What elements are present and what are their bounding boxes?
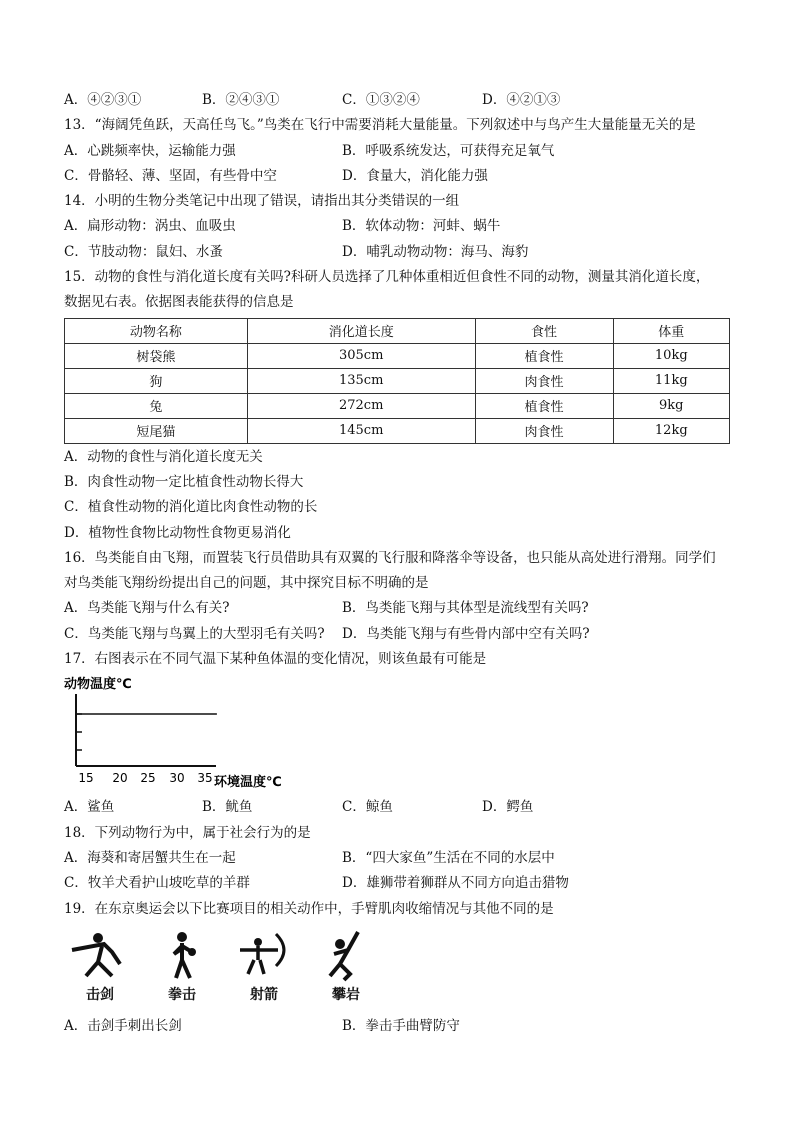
table-header-cell: 食性 [475,318,613,343]
table-header-row [65,318,730,343]
fencing-pictogram-icon [68,930,132,982]
table-header-cell: 动物名称 [65,318,248,343]
table-row [65,418,730,443]
table-cell: 9kg [613,393,729,418]
q13-option-d: D．食量大，消化能力强 [342,167,488,184]
q12-option-c: C．①③②④ [342,92,420,108]
q19-option-a: A．击剑手刺出长剑 [64,1017,182,1034]
table-cell: 145cm [247,418,475,443]
boxing-pictogram-icon [150,930,214,982]
q16-option-b: B．鸟类能飞翔与其体型是流线型有关吗? [342,600,589,617]
q15-stem-line1: 15．动物的食性与消化道长度有关吗?科研人员选择了几种体重相近但食性不同的动物，测量其消化道长度， [64,269,710,286]
chart-x-tick-label: 20 [112,771,128,786]
chart-x-tick-label: 15 [78,771,94,786]
sport-archery [232,930,296,1004]
q18-option-a: A．海葵和寄居蟹共生在一起 [64,849,236,866]
q15-data-table [64,318,730,444]
table-cell: 135cm [247,368,475,393]
sport-label: 拳击 [168,986,196,1003]
table-cell: 植食性 [475,393,613,418]
q18-option-d: D．雄狮带着狮群从不同方向追击猎物 [342,875,569,892]
table-cell: 植食性 [475,343,613,368]
q13-option-b: B．呼吸系统发达，可获得充足氧气 [342,142,555,159]
chart-svg [64,674,294,792]
q17-options [64,795,734,820]
table-cell: 10kg [613,343,729,368]
table-header-cell: 消化道长度 [247,318,475,343]
q15-option-b: B．肉食性动物一定比植食性动物长得大 [64,473,304,490]
sport-climbing [314,930,378,1004]
table-cell: 兔 [65,393,248,418]
table-cell: 305cm [247,343,475,368]
chart-x-tick-label: 25 [140,771,156,786]
table-cell: 短尾猫 [65,418,248,443]
q19-stem: 19．在东京奥运会以下比赛项目的相关动作中，手臂肌肉收缩情况与其他不同的是 [64,900,554,917]
q14-option-c: C．节肢动物：鼠妇、水蚤 [64,243,223,260]
chart-y-label: 动物温度℃ [64,677,132,693]
q17-option-b: B．鱿鱼 [202,799,253,816]
sport-label: 击剑 [86,986,114,1003]
q16-option-c: C．鸟类能飞翔与鸟翼上的大型羽毛有关吗? [64,625,325,642]
q15-option-a: A．动物的食性与消化道长度无关 [64,448,263,465]
q13-stem: 13．“海阔凭鱼跃，天高任鸟飞。”鸟类在飞行中需要消耗大量能量。下列叙述中与鸟产生大量能量无关的是 [64,117,696,134]
table-row [65,343,730,368]
q18-stem: 18．下列动物行为中，属于社会行为的是 [64,824,311,841]
q15-stem-line2: 数据见右表。依据图表能获得的信息是 [64,294,294,311]
table-cell: 272cm [247,393,475,418]
q18-option-b: B．“四大家鱼”生活在不同的水层中 [342,849,555,866]
q17-option-c: C．鲸鱼 [342,799,393,816]
q13-option-a: A．心跳频率快，运输能力强 [64,142,236,159]
q13-options-row1 [64,139,734,164]
q18-option-c: C．牧羊犬看护山坡吃草的羊群 [64,875,250,892]
q12-option-a: A．④②③① [64,92,142,108]
table-cell: 11kg [613,368,729,393]
table-cell: 12kg [613,418,729,443]
q18-options-row2 [64,871,734,896]
q12-option-d: D．④②①③ [482,92,561,108]
chart-x-label: 环境温度℃ [214,775,282,791]
sport-label: 攀岩 [332,986,360,1003]
q19-options-row1 [64,1014,734,1039]
chart-x-tick-label: 30 [169,771,185,786]
q16-option-d: D．鸟类能飞翔与有些骨内部中空有关吗? [342,625,590,642]
sport-boxing [150,930,214,1004]
table-cell: 肉食性 [475,368,613,393]
q13-option-c: C．骨骼轻、薄、坚固，有些骨中空 [64,167,277,184]
q14-options-row1 [64,214,734,239]
q14-option-d: D．哺乳动物动物：海马、海豹 [342,243,529,260]
q13-options-row2 [64,164,734,189]
q18-options-row1 [64,846,734,871]
q15-option-c: C．植食性动物的消化道比肉食性动物的长 [64,499,318,516]
q14-option-a: A．扁形动物：涡虫、血吸虫 [64,218,236,235]
table-cell: 树袋熊 [65,343,248,368]
q12-options [64,88,734,113]
q16-options-row1 [64,596,734,621]
q16-option-a: A．鸟类能飞翔与什么有关? [64,600,230,617]
sport-label: 射箭 [250,986,278,1003]
sport-fencing [68,930,132,1004]
q14-option-b: B．软体动物：河蚌、蜗牛 [342,218,501,235]
table-row [65,368,730,393]
table-cell: 狗 [65,368,248,393]
table-cell: 肉食性 [475,418,613,443]
table-header-cell: 体重 [613,318,729,343]
q19-sports-pictograms [68,930,734,1010]
chart-x-tick-label: 35 [197,771,213,786]
table-row [65,393,730,418]
q19-option-b: B．拳击手曲臂防守 [342,1017,460,1034]
q17-stem: 17．右图表示在不同气温下某种鱼体温的变化情况，则该鱼最有可能是 [64,651,487,668]
q16-options-row2 [64,622,734,647]
q15-option-d: D．植物性食物比动物性食物更易消化 [64,524,291,541]
archery-pictogram-icon [232,930,296,982]
climbing-pictogram-icon [314,930,378,982]
q17-option-a: A．鲨鱼 [64,799,115,816]
q14-stem: 14．小明的生物分类笔记中出现了错误，请指出其分类错误的一组 [64,193,460,210]
q16-stem-line1: 16．鸟类能自由飞翔，而置装飞行员借助具有双翼的飞行服和降落伞等设备，也只能从高处进行滑翔。同学们 [64,549,716,566]
q12-option-b: B．②④③① [202,92,280,108]
q14-options-row2 [64,240,734,265]
q16-stem-line2: 对鸟类能飞翔纷纷提出自己的问题，其中探究目标不明确的是 [64,575,429,592]
q17-option-d: D．鳄鱼 [482,799,534,816]
exam-page [64,88,734,1039]
q17-fish-temperature-chart [64,674,294,792]
